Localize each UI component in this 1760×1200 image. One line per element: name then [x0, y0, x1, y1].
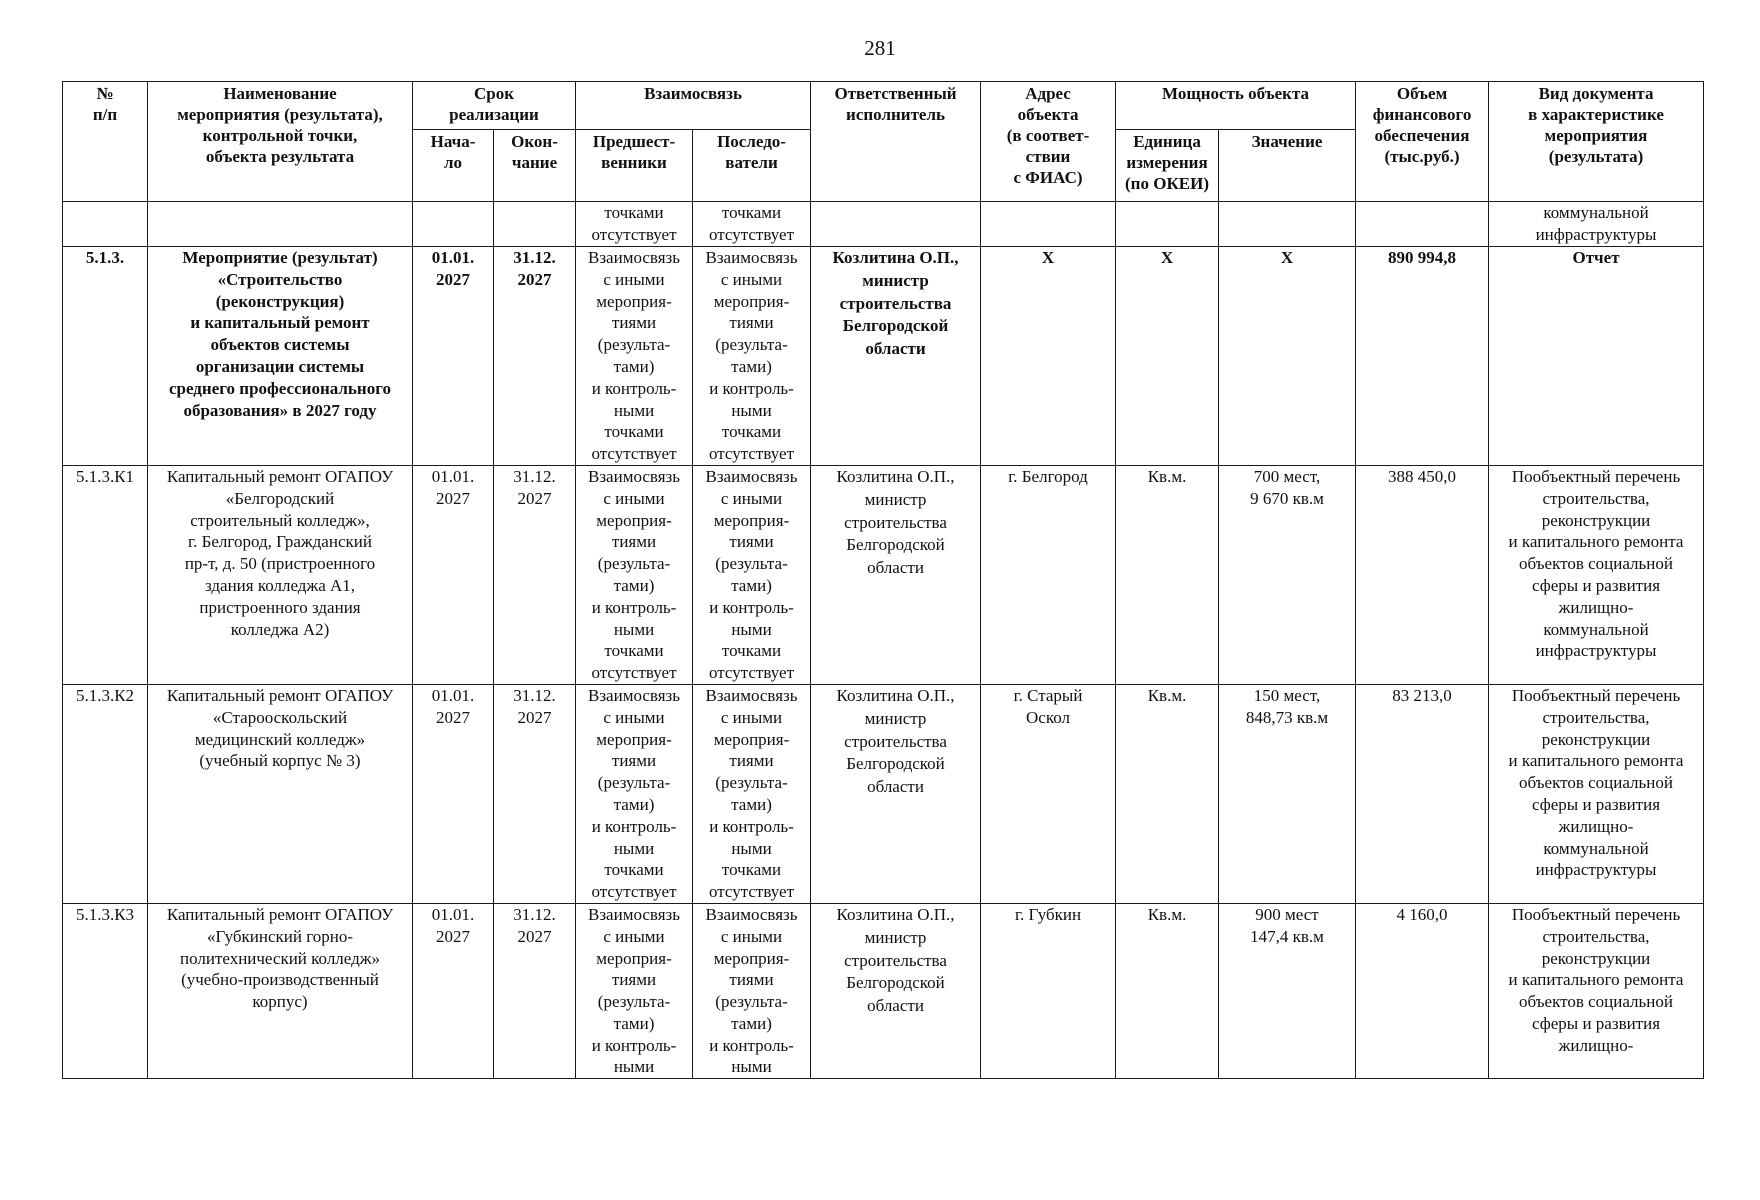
cell-address: г. Губкин	[981, 903, 1116, 1078]
header-successors: Последо- ватели	[693, 130, 811, 202]
cell-funding	[1356, 202, 1489, 247]
table-row	[63, 684, 1704, 903]
cell-responsible: Козлитина О.П., министр строительства Белгородской области	[811, 684, 981, 903]
cell-doc-type: коммунальной инфраструктуры	[1489, 202, 1704, 247]
header-predecessors: Предшест- венники	[576, 130, 693, 202]
cell-funding: 4 160,0	[1356, 903, 1489, 1078]
cell-start	[413, 202, 494, 247]
cell-value: 700 мест, 9 670 кв.м	[1219, 465, 1356, 684]
table-row	[63, 465, 1704, 684]
cell-start: 01.01. 2027	[413, 465, 494, 684]
cell-successors: Взаимосвязь с иными мероприя- тиями (результа- тами) и контроль- ными точками отсутствует	[693, 247, 811, 466]
cell-successors: Взаимосвязь с иными мероприя- тиями (результа- тами) и контроль- ными точками отсутствует	[693, 465, 811, 684]
cell-responsible: Козлитина О.П., министр строительства Белгородской области	[811, 465, 981, 684]
cell-address: г. Старый Оскол	[981, 684, 1116, 903]
cell-responsible: Козлитина О.П., министр строительства Белгородской области	[811, 247, 981, 466]
header-end: Окон- чание	[494, 130, 576, 202]
cell-value: Х	[1219, 247, 1356, 466]
table-row	[63, 202, 1704, 247]
cell-start: 01.01. 2027	[413, 247, 494, 466]
cell-predecessors: Взаимосвязь с иными мероприя- тиями (результа- тами) и контроль- ными	[576, 903, 693, 1078]
cell-unit: Х	[1116, 247, 1219, 466]
cell-doc-type: Пообъектный перечень строительства, реконструкции и капитального ремонта объектов социальной сферы и развития жилищно- коммунальной инфраструктуры	[1489, 684, 1704, 903]
cell-name	[148, 202, 413, 247]
cell-predecessors: Взаимосвязь с иными мероприя- тиями (результа- тами) и контроль- ными точками отсутствует	[576, 247, 693, 466]
table-row	[63, 903, 1704, 1078]
cell-num: 5.1.3.	[63, 247, 148, 466]
cell-num: 5.1.3.К2	[63, 684, 148, 903]
cell-unit	[1116, 202, 1219, 247]
cell-unit: Кв.м.	[1116, 903, 1219, 1078]
cell-doc-type: Пообъектный перечень строительства, реконструкции и капитального ремонта объектов социальной сферы и развития жилищно- коммунальной инфраструктуры	[1489, 465, 1704, 684]
cell-end: 31.12. 2027	[494, 684, 576, 903]
header-value: Значение	[1219, 130, 1356, 202]
document-table	[62, 81, 1704, 1079]
cell-name: Мероприятие (результат) «Строительство (реконструкция) и капитальный ремонт объектов системы организации системы среднего профессионального образования» в 2027 году	[148, 247, 413, 466]
header-doc-type: Вид документа в характеристике мероприятия (результата)	[1489, 82, 1704, 202]
cell-value: 150 мест, 848,73 кв.м	[1219, 684, 1356, 903]
header-unit: Единица измерения (по ОКЕИ)	[1116, 130, 1219, 202]
cell-value	[1219, 202, 1356, 247]
cell-funding: 388 450,0	[1356, 465, 1489, 684]
header-name: Наименование мероприятия (результата), контрольной точки, объекта результата	[148, 82, 413, 202]
table-row	[63, 247, 1704, 466]
cell-doc-type: Отчет	[1489, 247, 1704, 466]
cell-end: 31.12. 2027	[494, 465, 576, 684]
cell-start: 01.01. 2027	[413, 684, 494, 903]
cell-predecessors: Взаимосвязь с иными мероприя- тиями (результа- тами) и контроль- ными точками отсутствует	[576, 465, 693, 684]
cell-responsible: Козлитина О.П., министр строительства Белгородской области	[811, 903, 981, 1078]
cell-successors: Взаимосвязь с иными мероприя- тиями (результа- тами) и контроль- ными	[693, 903, 811, 1078]
cell-name: Капитальный ремонт ОГАПОУ «Старооскольский медицинский колледж» (учебный корпус № 3)	[148, 684, 413, 903]
cell-end	[494, 202, 576, 247]
cell-name: Капитальный ремонт ОГАПОУ «Губкинский горно- политехнический колледж» (учебно-производственный корпус)	[148, 903, 413, 1078]
cell-successors: Взаимосвязь с иными мероприя- тиями (результа- тами) и контроль- ными точками отсутствует	[693, 684, 811, 903]
cell-predecessors: точками отсутствует	[576, 202, 693, 247]
header-capacity: Мощность объекта	[1116, 82, 1356, 130]
header-start: Нача- ло	[413, 130, 494, 202]
cell-doc-type: Пообъектный перечень строительства, реконструкции и капитального ремонта объектов социальной сферы и развития жилищно-	[1489, 903, 1704, 1078]
cell-start: 01.01. 2027	[413, 903, 494, 1078]
header-funding: Объем финансового обеспечения (тыс.руб.)	[1356, 82, 1489, 202]
cell-end: 31.12. 2027	[494, 903, 576, 1078]
cell-unit: Кв.м.	[1116, 684, 1219, 903]
cell-address: Х	[981, 247, 1116, 466]
cell-funding: 83 213,0	[1356, 684, 1489, 903]
cell-address: г. Белгород	[981, 465, 1116, 684]
cell-unit: Кв.м.	[1116, 465, 1219, 684]
cell-num: 5.1.3.К1	[63, 465, 148, 684]
cell-end: 31.12. 2027	[494, 247, 576, 466]
cell-responsible	[811, 202, 981, 247]
cell-num	[63, 202, 148, 247]
header-responsible: Ответственный исполнитель	[811, 82, 981, 202]
cell-value: 900 мест 147,4 кв.м	[1219, 903, 1356, 1078]
header-num: № п/п	[63, 82, 148, 202]
cell-address	[981, 202, 1116, 247]
cell-num: 5.1.3.К3	[63, 903, 148, 1078]
cell-name: Капитальный ремонт ОГАПОУ «Белгородский строительный колледж», г. Белгород, Гражданский пр-т, д. 50 (пристроенного здания колледжа А1, пристроенного здания колледжа А2)	[148, 465, 413, 684]
cell-funding: 890 994,8	[1356, 247, 1489, 466]
cell-successors: точками отсутствует	[693, 202, 811, 247]
header-relation: Взаимосвязь	[576, 82, 811, 130]
header-row-top	[63, 82, 1704, 130]
page-number: 281	[864, 36, 896, 60]
header-period: Срок реализации	[413, 82, 576, 130]
header-address: Адрес объекта (в соответ- ствии с ФИАС)	[981, 82, 1116, 202]
cell-predecessors: Взаимосвязь с иными мероприя- тиями (результа- тами) и контроль- ными точками отсутствует	[576, 684, 693, 903]
